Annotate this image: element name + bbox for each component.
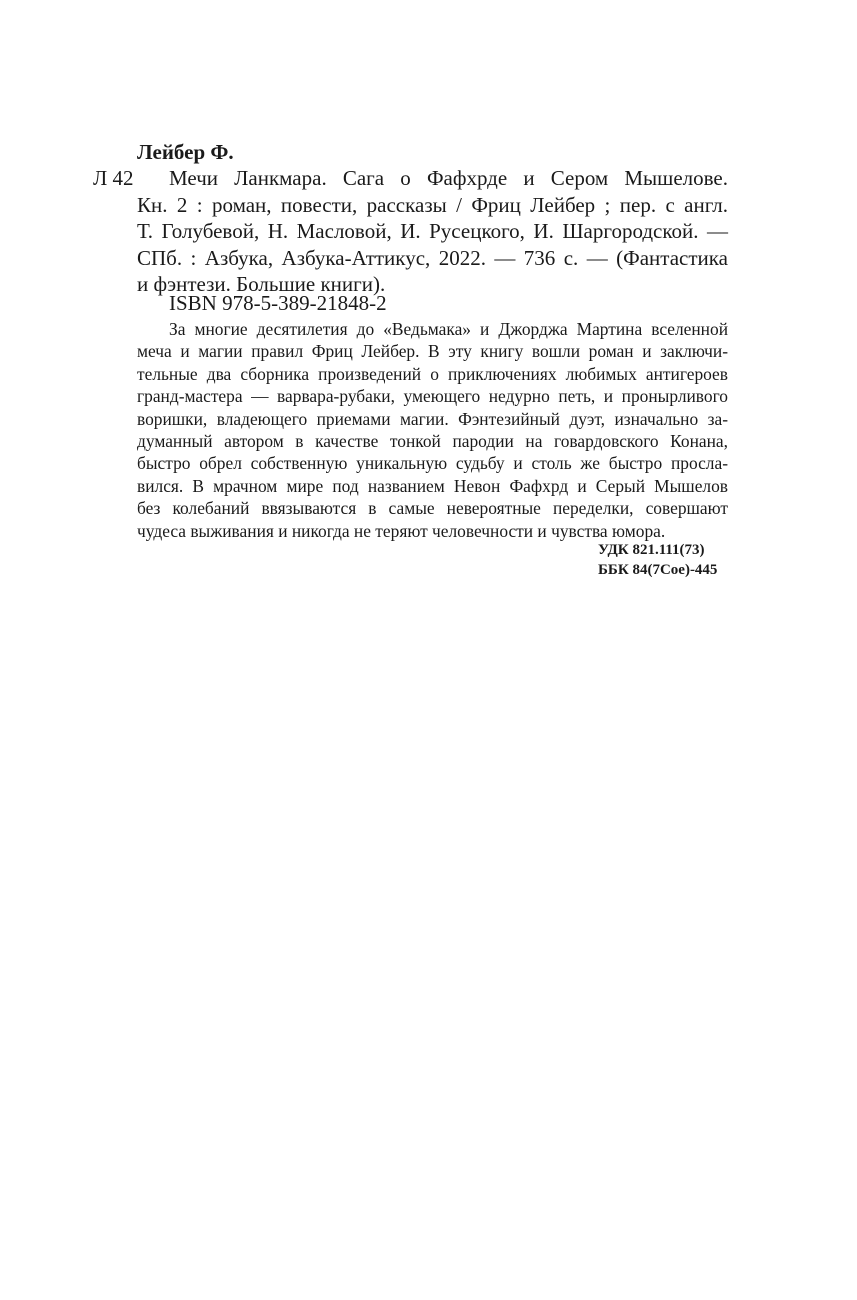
annotation bbox=[137, 318, 728, 542]
annotation-line: чудеса выживания и никогда не теряют человечности и чувства юмора. bbox=[137, 520, 666, 541]
author-heading: Лейбер Ф. bbox=[137, 140, 234, 164]
classification-codes bbox=[598, 540, 717, 580]
bib-line: СПб. : Азбука, Азбука-Аттикус, 2022. — 736 с. — (Фантастика bbox=[137, 245, 728, 270]
bib-line: Мечи Ланкмара. Сага о Фафхрде и Сером Мышелове. bbox=[169, 166, 728, 190]
annotation-line: За многие десятилетия до «Ведьмака» и Джорджа Мартина вселенной bbox=[169, 319, 728, 339]
bib-line: Кн. 2 : роман, повести, рассказы / Фриц Лейбер ; пер. с англ. bbox=[137, 192, 728, 217]
annotation-line: быстро обрел собственную уникальную судьбу и столь же быстро просла- bbox=[137, 453, 728, 474]
bbk-code: ББК 84(7Сое)-445 bbox=[598, 562, 718, 578]
bib-line: и фэнтези. Большие книги). bbox=[137, 272, 386, 297]
annotation-line: меча и магии правил Фриц Лейбер. В эту книгу вошли роман и заключи- bbox=[137, 341, 728, 362]
isbn: ISBN 978-5-389-21848-2 bbox=[169, 291, 387, 315]
annotation-line: думанный автором в качестве тонкой пародии на говардовского Конана, bbox=[137, 431, 728, 452]
class-code: Л 42 bbox=[93, 166, 134, 190]
annotation-line: вился. В мрачном мире под названием Невон Фафхрд и Серый Мышелов bbox=[137, 475, 728, 496]
annotation-line: гранд-мастера — варвара-рубаки, умеющего недурно петь, и пронырливого bbox=[137, 386, 728, 407]
bibliographic-description bbox=[137, 165, 728, 298]
bib-line: Т. Голубевой, Н. Масловой, И. Русецкого, И. Шаргородской. — bbox=[137, 219, 728, 244]
udk-code: УДК 821.111(73) bbox=[598, 542, 705, 558]
annotation-line: воришки, владеющего приемами магии. Фэнтезийный дуэт, изначально за- bbox=[137, 408, 728, 429]
annotation-line: без колебаний ввязываются в самые невероятные переделки, совершают bbox=[137, 498, 728, 519]
annotation-line: тельные два сборника произведений о приключениях любимых антигероев bbox=[137, 363, 728, 384]
